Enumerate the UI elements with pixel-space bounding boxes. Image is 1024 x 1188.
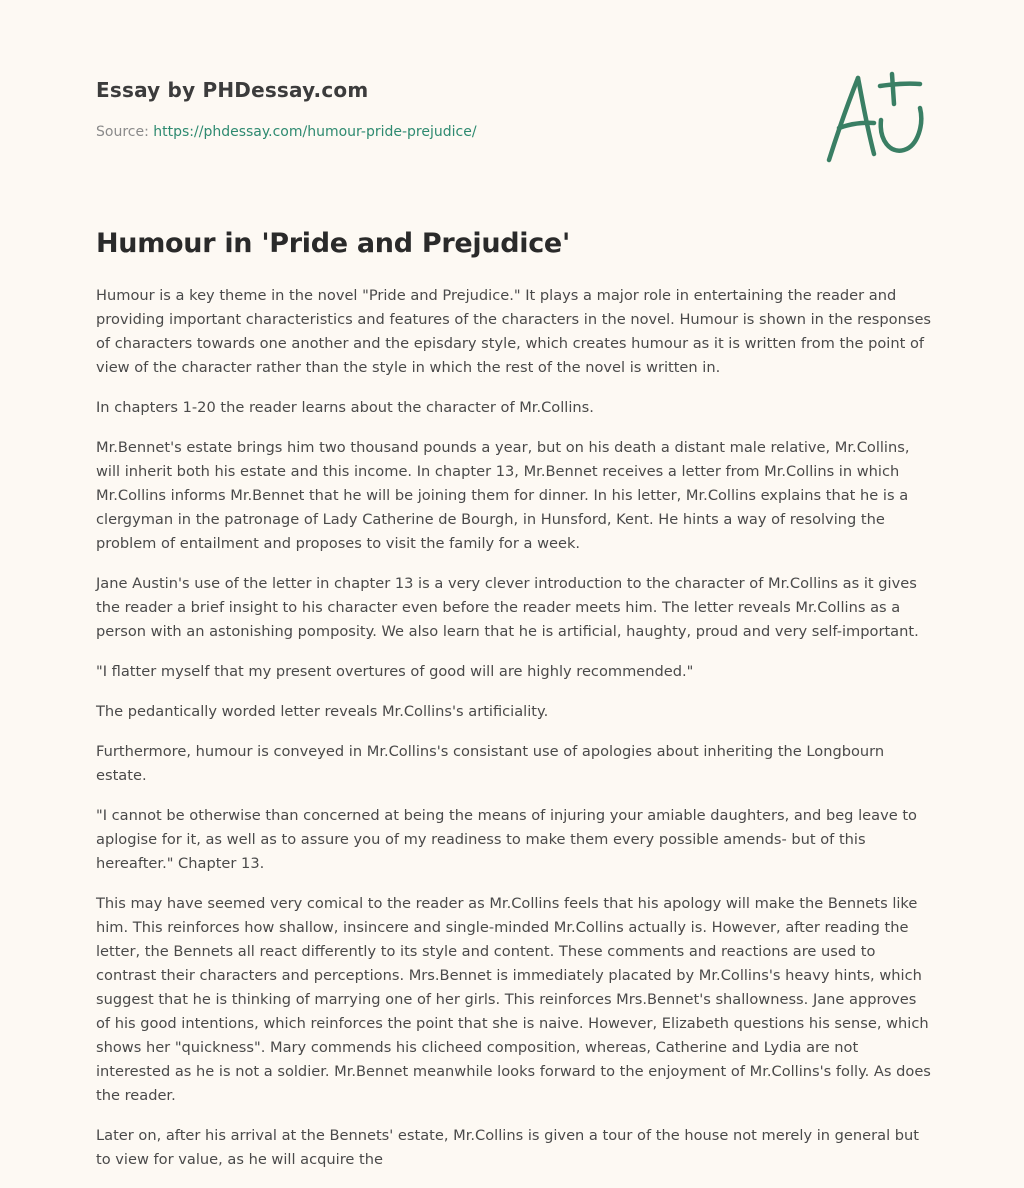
essay-paragraph: Jane Austin's use of the letter in chapter 13 is a very clever introduction to the character of Mr.Collins as it gives the reader a brief insight to his character even before the reader meets him. The letter reveals Mr.Collins as a person with an astonishing pomposity. We also learn that he is artificial, haughty, proud and very self-important.: [96, 575, 919, 640]
brand-title: Essay by PHDessay.com: [96, 78, 369, 102]
essay-quote: "I cannot be otherwise than concerned at being the means of injuring your amiable daughters, and beg leave to aplogise for it, as well as to assure you of my readiness to make them every possible amends- but of this hereafter." Chapter 13.: [96, 807, 917, 872]
essay-paragraph: Furthermore, humour is conveyed in Mr.Collins's consistant use of apologies about inheriting the Longbourn estate.: [96, 743, 885, 784]
essay-paragraph: This may have seemed very comical to the reader as Mr.Collins feels that his apology will make the Bennets like him. This reinforces how shallow, insincere and single-minded Mr.Collins actually is. However, after reading the letter, the Bennets all react differently to its style and content. These comments and reactions are used to contrast their characters and perceptions. Mrs.Bennet is immediately placated by Mr.Collins's heavy hints, which suggest that he is thinking of marrying one of her girls. This reinforces Mrs.Bennet's shallowness. Jane approves of his good intentions, which reinforces the point that she is naive. However, Elizabeth questions his sense, which shows her "quickness". Mary commends his clicheed composition, whereas, Catherine and Lydia are not interested as he is not a soldier. Mr.Bennet meanwhile looks forward to the enjoyment of Mr.Collins's folly. As does the reader.: [96, 895, 931, 1104]
essay-paragraph: In chapters 1-20 the reader learns about the character of Mr.Collins.: [96, 399, 594, 416]
essay-paragraph: Humour is a key theme in the novel "Pride and Prejudice." It plays a major role in entertaining the reader and providing important characteristics and features of the characters in the novel. Humour is shown in the responses of characters towards one another and the episdary style, which creates humour as it is written from the point of view of the character rather than the style in which the rest of the novel is written in.: [96, 287, 932, 376]
source-label: Source:: [96, 124, 154, 140]
essay-title: Humour in 'Pride and Prejudice': [96, 228, 570, 259]
essay-body: [96, 284, 934, 1188]
page-header: [96, 76, 796, 142]
a-plus-logo-icon: [822, 68, 930, 166]
essay-paragraph: Mr.Bennet's estate brings him two thousand pounds a year, but on his death a distant male relative, Mr.Collins, will inherit both his estate and this income. In chapter 13, Mr.Bennet receives a letter from Mr.Collins in which Mr.Collins informs Mr.Bennet that he will be joining them for dinner. In his letter, Mr.Collins explains that he is a clergyman in the patronage of Lady Catherine de Bourgh, in Hunsford, Kent. He hints a way of resolving the problem of entailment and proposes to visit the family for a week.: [96, 439, 910, 552]
essay-paragraph: Later on, after his arrival at the Bennets' estate, Mr.Collins is given a tour of the house not merely in general but to view for value, as he will acquire the: [96, 1127, 920, 1168]
source-line: [96, 122, 796, 142]
essay-paragraph: The pedantically worded letter reveals Mr.Collins's artificiality.: [96, 703, 549, 720]
source-link[interactable]: https://phdessay.com/humour-pride-prejudice/: [153, 124, 477, 140]
essay-quote: "I flatter myself that my present overtures of good will are highly recommended.": [96, 663, 694, 680]
